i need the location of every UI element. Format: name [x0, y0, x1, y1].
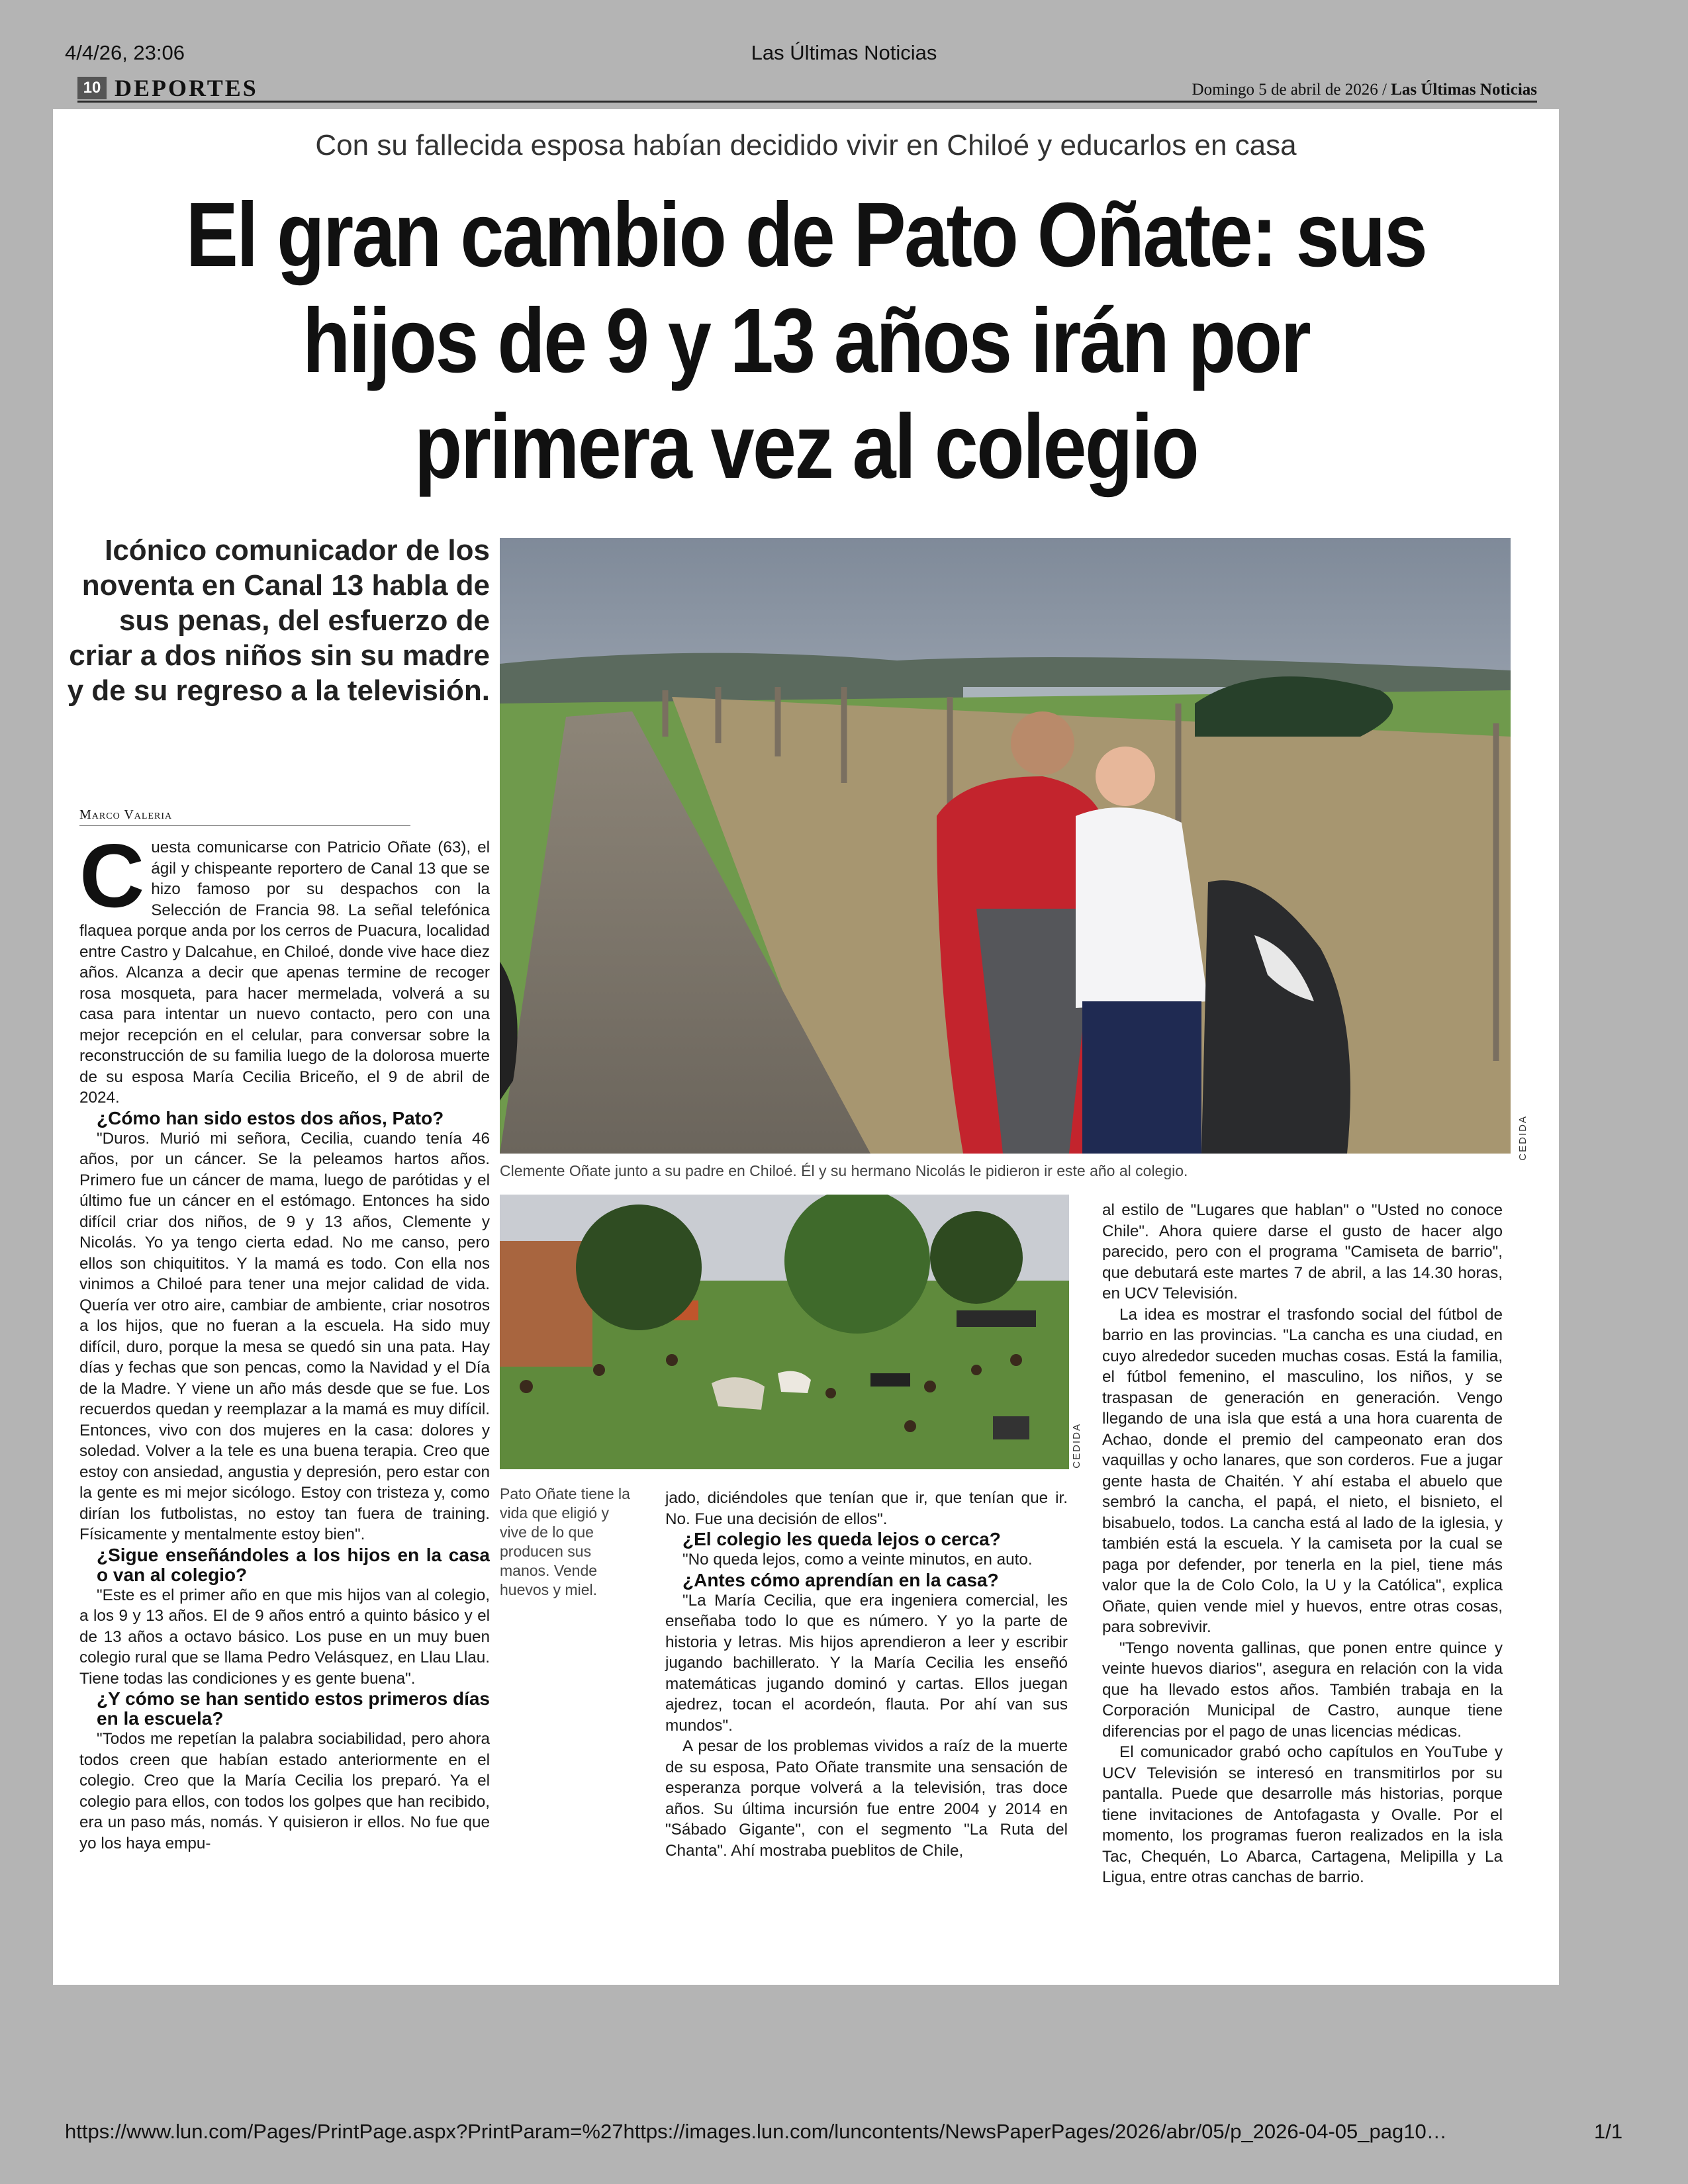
dateline: [1192, 81, 1537, 99]
photo-credit: CEDIDA: [1071, 1423, 1082, 1469]
paragraph: al estilo de "Lugares que hablan" o "Usted no conoce Chile". Ahora quiere darse el gusto de hacer algo parecido, pero con el programa "Camiseta de barrio", que debutará este martes 7 de abril, a las 14.30 horas, en UCV Televisión.: [1102, 1201, 1503, 1302]
paragraph: "Duros. Murió mi señora, Cecilia, cuando tenía 46 años, por un cáncer. Se la peleamos hartos años. Primero fue un cáncer de mama, luego de parótidas y el último fue un cáncer en el estómago. Entonces ha sido difícil criar dos niños, de 9 y 13 años, Clemente y Nicolás. Yo ya tengo cierta edad. No me canso, pero ellos son chiquititos. Y la mamá es todo. Con ella nos vinimos a Chiloé para tener una mejor calidad de vida. Quería ver otro aire, cambiar de ambiente, criar nosotros a los hijos, que no fueran a la escuela. Ha sido muy difícil, duro, porque la mesa se quedó sin una pata. Hay días y fechas que son pencas, como la Navidad y el Día de la Madre. Y viene un año más desde que se fue. Los recuerdos quedan y reemplazar a la mamá es muy difícil. Entonces, vivo con dos mujeres en la casa: dolores y soledad. Volver a la tele es una buena terapia. Creo que estoy con ansiedad, angustia y depresión, pero estar con la gente es mi mejor sicólogo. Estoy con tristeza y, como dirían los futbolistas, no estoy tan fuera de training. Físicamente y mentalmente estoy bien".: [79, 1129, 490, 1543]
issue-date: Domingo 5 de abril de 2026: [1192, 81, 1378, 99]
article-sheet: [53, 109, 1559, 1985]
deck: Icónico comunicador de los noventa en Canal 13 habla de sus penas, del esfuerzo de criar a dos niños sin su madre y de su regreso a la televisión.: [67, 534, 490, 707]
paper-name: Las Últimas Noticias: [1391, 81, 1537, 99]
paragraph: La idea es mostrar el trasfondo social del fútbol de barrio en las provincias. "La cancha es una ciudad, en cuyo alrededor suceden muchas cosas. Está la familia, el fútbol femenino, el masculino, los niños, y se traspasan de generación en generación. Vengo llegando de una isla que está a una hora cuarenta de Achao, donde el premio del campeonato eran dos vaquillas y ocho lanares, que son corderos. Fue a jugar gente hasta de Chaitén. Y ahí estaba el abuelo que sembró la cancha, el papá, el nieto, el bisnieto, el bisabuelo, todos. La cancha está al lado de la iglesia, y también está la escuela. Y la camiseta por la cual se paga por defender, por tenerla en la piel, tiene más valor que la de Colo Colo, la U y la Católica", explica Oñate, quien vende miel y huevos, entre otras cosas, para sobrevivir.: [1102, 1305, 1503, 1636]
question: ¿Antes cómo aprendían en la casa?: [682, 1569, 999, 1590]
page-number: 10: [77, 77, 107, 99]
print-page-count: 1/1: [1594, 2120, 1623, 2143]
dateline-separator: /: [1382, 81, 1387, 99]
column-4: [1102, 1200, 1503, 1981]
print-datetime: 4/4/26, 23:06: [65, 41, 185, 64]
question: ¿El colegio les queda lejos o cerca?: [682, 1529, 1001, 1549]
section-name: DEPORTES: [115, 75, 258, 101]
print-url[interactable]: https://www.lun.com/Pages/PrintPage.aspx?PrintParam=%27https://images.lun.com/luncontents/NewsPaperPages/2026/abr/05/p_2026-04-05_pag10…: [65, 2120, 1447, 2143]
question: ¿Sigue enseñándoles a los hijos en la casa o van al colegio?: [97, 1544, 490, 1585]
paragraph: A pesar de los problemas vividos a raíz de la muerte de su esposa, Pato Oñate transmite una sensación de esperanza porque volverá a la televisión, tras doce años. Su última incursión fue entre 2004 y 2014 en "Sábado Gigante", con el segmento "La Ruta del Chanta". Ahí mostraba pueblitos de Chile,: [665, 1737, 1068, 1860]
masthead-band: [77, 74, 1537, 103]
kicker: Con su fallecida esposa habían decidido vivir en Chiloé y educarlos en casa: [315, 129, 1297, 161]
photo-credit: CEDIDA: [1517, 1115, 1528, 1161]
paragraph: "Tengo noventa gallinas, que ponen entre quince y veinte huevos diarios", asegura en relación con la vida que ha llevado estos años. También trabaja en la Corporación Municipal de Castro, aunque tiene diferencias por el pago de unas licencias médicas.: [1102, 1639, 1503, 1741]
column-3: [665, 1488, 1068, 1991]
paragraph: Cuesta comunicarse con Patricio Oñate (63), el ágil y chispeante reportero de Canal 13 que se hizo famoso por su despachos con la Selección de Francia 98. La señal telefónica flaquea porque anda por los cerros de Puacura, localidad entre Castro y Dalcahue, en Chiloé, donde vive hace diez años. Alcanza a decir que apenas termine de recoger rosa mosqueta, para hacer mermelada, volverá a su casa para intentar un nuevo contacto, pero con una mejor recepción en el celular, para conversar sobre la reconstrucción de su familia luego de la dolorosa muerte de su esposa María Cecilia Briceño, el 9 de abril de 2024.: [79, 825, 490, 1107]
paragraph: "Todos me repetían la palabra sociabilidad, pero ahora todos creen que habían estado anteriormente en el colegio. Creo que la María Cecilia los preparó. Ya el colegio para ellos, con todos los golpes que han recibido, era un paso más, nomás. Y quisieron ir ellos. No fue que yo los haya empu-: [79, 1730, 490, 1852]
question: ¿Y cómo se han sentido estos primeros días en la escuela?: [97, 1688, 490, 1729]
main-photo: [500, 538, 1511, 1154]
paragraph: "No queda lejos, como a veinte minutos, en auto.: [682, 1551, 1033, 1569]
byline: Marco Valeria: [79, 807, 410, 826]
column-1: [79, 825, 490, 2055]
drop-cap: C: [79, 825, 145, 926]
headline: El gran cambio de Pato Oñate: sus hijos de 9 y 13 años irán por primera vez al colegio: [185, 184, 1427, 498]
paragraph: El comunicador grabó ocho capítulos en YouTube y UCV Televisión se interesó en transmitirlos por su pantalla. Puede que desarrolle más historias, porque tiene invitaciones de Antofagasta y Ovalle. Por el momento, los programas fueron realizados en la isla Tac, Chequén, Lo Abarca, Cartagena, Melipilla y La Ligua, entre otras canchas de barrio.: [1102, 1743, 1503, 1886]
question: ¿Cómo han sido estos dos años, Pato?: [97, 1107, 444, 1128]
farm-photo: [500, 1195, 1069, 1469]
paragraph: "Este es el primer año en que mis hijos van al colegio, a los 9 y 13 años. El de 9 años entró a quinto básico y el de 13 años a octavo básico. Los puse en un muy buen colegio rural que se llama Pedro Velásquez, en Llau Llau. Tiene todas las condiciones y es gente buena".: [79, 1586, 490, 1688]
print-title: Las Últimas Noticias: [751, 41, 937, 64]
farm-photo-caption: Pato Oñate tiene la vida que eligió y vive de lo que producen sus manos. Vende huevos y miel.: [500, 1485, 630, 1598]
main-photo-caption: Clemente Oñate junto a su padre en Chiloé. Él y su hermano Nicolás le pidieron ir este año al colegio.: [500, 1162, 1188, 1179]
paragraph: "La María Cecilia, que era ingeniera comercial, les enseñaba todo lo que es número. Y yo la parte de historia y letras. Mis hijos aprendieron a leer y escribir jugando bachillerato. Y la María Cecilia les enseñó matemáticas jugando dominó y cartas. Ellos juegan ajedrez, tocan el acordeón, flauta. Por ahí van sus mundos".: [665, 1591, 1068, 1735]
paragraph: jado, diciéndoles que tenían que ir, que tenían que ir. No. Fue una decisión de ellos".: [665, 1489, 1068, 1528]
